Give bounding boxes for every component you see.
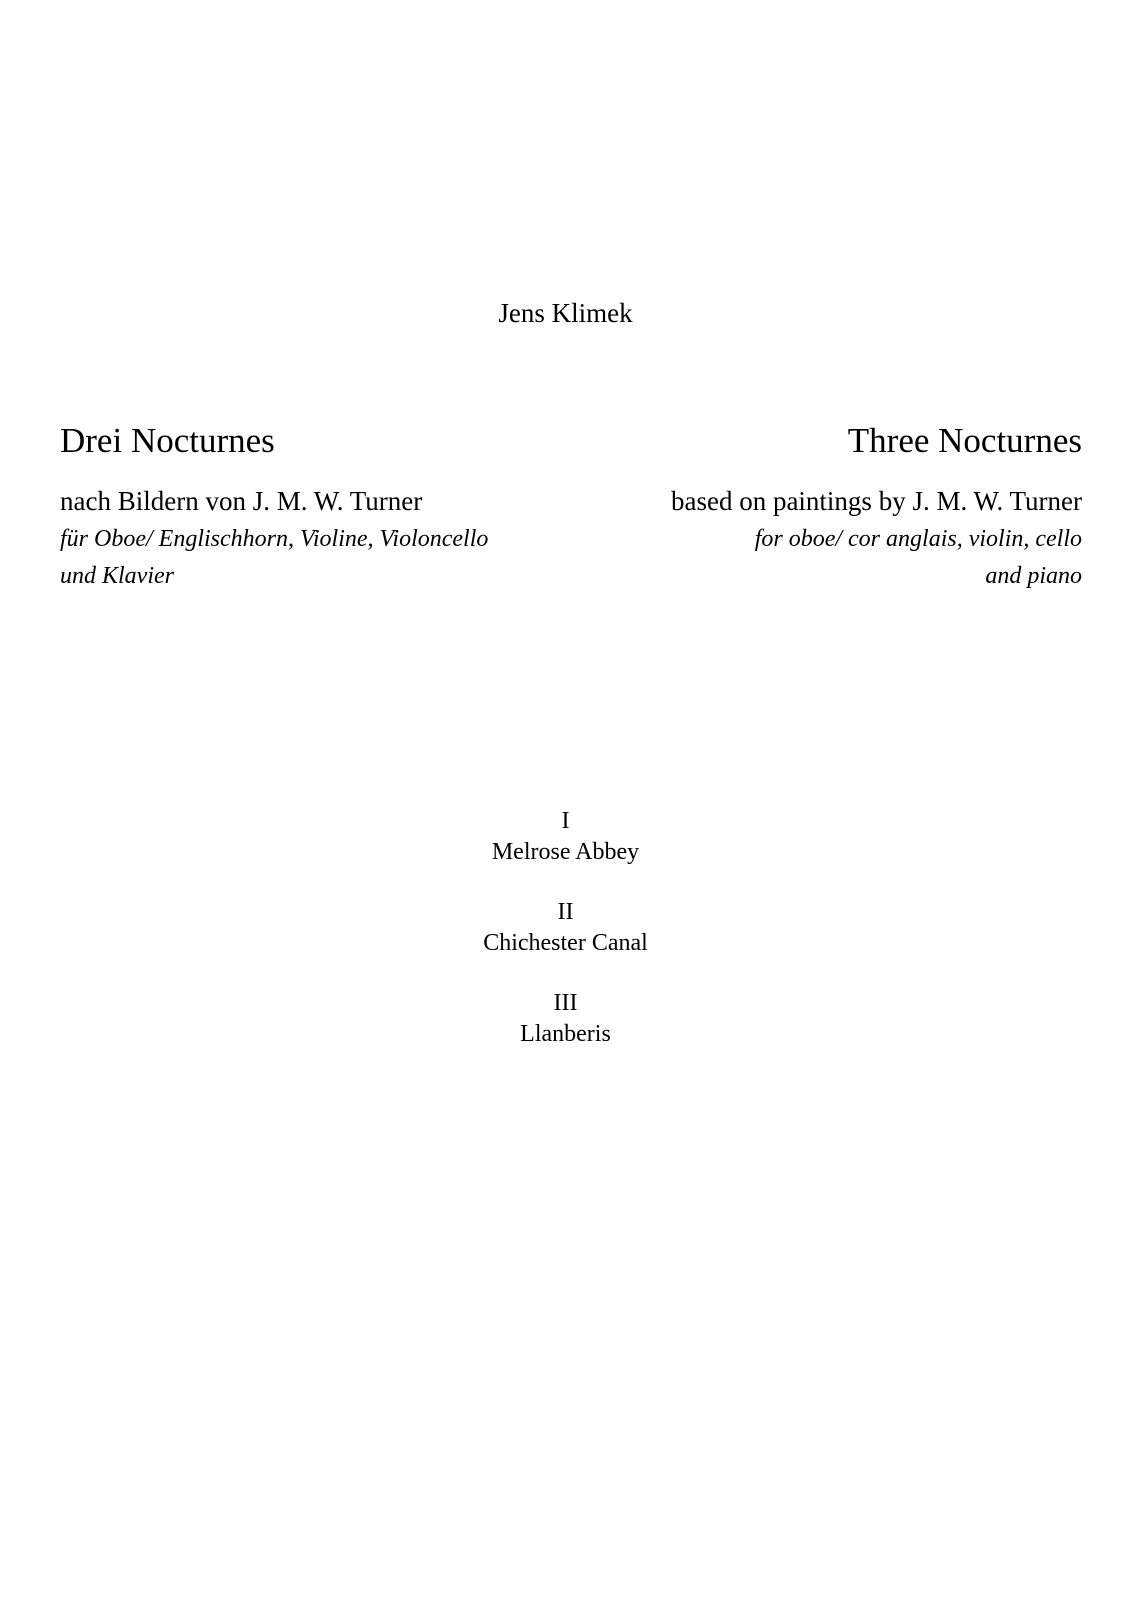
german-title-block [60,420,580,595]
english-instrumentation-line-1: for oboe/ cor anglais, violin, cello [754,526,1082,552]
english-subtitle: based on paintings by J. M. W. Turner [670,486,1082,516]
german-instrumentation-line-2: und Klavier [60,563,174,589]
english-title: Three Nocturnes [847,421,1082,460]
movement-list [0,806,1131,1079]
movement-name: Chichester Canal [483,930,648,956]
movement-name: Melrose Abbey [491,839,640,865]
composer-name: Jens Klimek [498,298,633,328]
german-instrumentation [60,521,580,595]
movement-number: II [557,899,574,925]
movement-item [0,988,1131,1050]
german-instrumentation-line-1: für Oboe/ Englischhorn, Violine, Violoncello [60,526,489,552]
german-subtitle: nach Bildern von J. M. W. Turner [60,486,423,516]
movement-item [0,897,1131,959]
german-title: Drei Nocturnes [60,421,275,460]
english-instrumentation [560,521,1082,595]
english-title-block [560,420,1082,595]
movement-number: III [553,990,578,1016]
movement-name: Llanberis [520,1021,611,1047]
movement-number: I [561,808,570,834]
movement-item [0,806,1131,868]
english-instrumentation-line-2: and piano [985,563,1082,589]
